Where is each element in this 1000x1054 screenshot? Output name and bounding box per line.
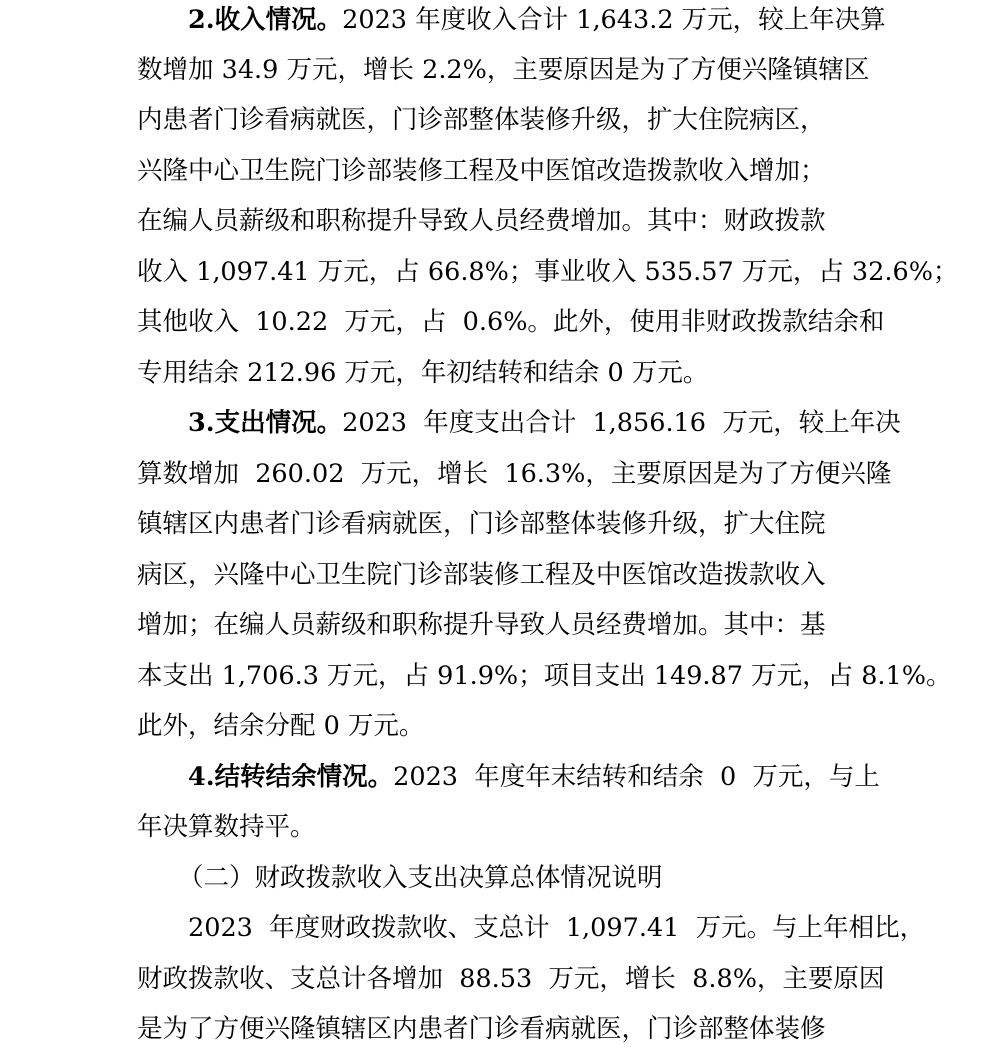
- paragraph-line: 在编人员薪级和职称提升导致人员经费增加。其中：财政拨款: [137, 206, 826, 236]
- paragraph-line: 财政拨款收、支总计各增加 88.53 万元，增长 8.8%，主要原因: [137, 964, 885, 994]
- subsection-title: （二）财政拨款收入支出决算总体情况说明: [178, 863, 663, 893]
- paragraph-text: 2023 年度支出合计 1,856.16 万元，较上年决: [342, 408, 901, 438]
- paragraph-line: 2023 年度财政拨款收、支总计 1,097.41 万元。与上年相比，: [188, 913, 926, 943]
- paragraph-line: 收入 1,097.41 万元，占 66.8%；事业收入 535.57 万元，占 32.6%；: [137, 257, 959, 287]
- paragraph-text: 2023 年度年末结转和结余 0 万元，与上: [393, 762, 880, 792]
- paragraph-line: 是为了方便兴隆镇辖区内患者门诊看病就医，门诊部整体装修: [137, 1014, 826, 1044]
- paragraph-line: 此外，结余分配 0 万元。: [137, 711, 425, 741]
- paragraph-line: 数增加 34.9 万元，增长 2.2%，主要原因是为了方便兴隆镇辖区: [137, 55, 870, 85]
- paragraph-line: 算数增加 260.02 万元，增长 16.3%，主要原因是为了方便兴隆: [137, 459, 892, 489]
- paragraph-line: 镇辖区内患者门诊看病就医，门诊部整体装修升级，扩大住院: [137, 509, 826, 539]
- paragraph-text: 2023 年度收入合计 1,643.2 万元，较上年决算: [342, 5, 886, 35]
- paragraph-line: 其他收入 10.22 万元，占 0.6%。此外，使用非财政拨款结余和: [137, 307, 885, 337]
- paragraph-line: 增加；在编人员薪级和职称提升导致人员经费增加。其中：基: [137, 610, 826, 640]
- paragraph-line: 年决算数持平。: [137, 812, 316, 842]
- paragraph-line: 专用结余 212.96 万元，年初结转和结余 0 万元。: [137, 358, 709, 388]
- paragraph-line: [188, 0, 886, 45]
- paragraph-line: 病区，兴隆中心卫生院门诊部装修工程及中医馆改造拨款收入: [137, 560, 826, 590]
- paragraph-line: 本支出 1,706.3 万元，占 91.9%；项目支出 149.87 万元，占 8.1%。: [137, 661, 952, 691]
- paragraph-line: [188, 752, 880, 802]
- paragraph-line: 兴隆中心卫生院门诊部装修工程及中医馆改造拨款收入增加；: [137, 156, 826, 186]
- paragraph-line: 内患者门诊看病就医，门诊部整体装修升级，扩大住院病区，: [137, 105, 826, 135]
- section-heading: 2.收入情况。: [188, 5, 343, 35]
- section-heading: 4.结转结余情况。: [188, 762, 394, 792]
- paragraph-line: [188, 398, 901, 448]
- section-heading: 3.支出情况。: [188, 408, 343, 438]
